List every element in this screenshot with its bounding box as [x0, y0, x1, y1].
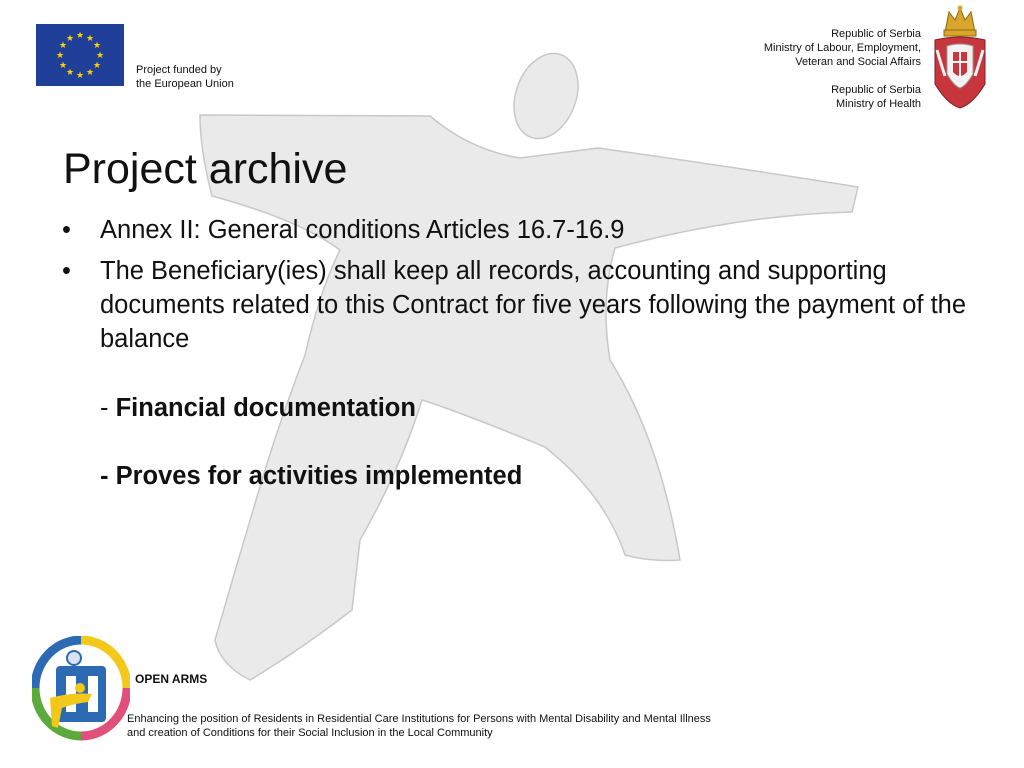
svg-text:★: ★ [65, 68, 75, 78]
svg-text:★: ★ [75, 71, 85, 81]
government-credits [764, 27, 921, 111]
svg-text:★: ★ [95, 51, 105, 61]
bullet-marker: • [62, 257, 71, 285]
slide-title: Project archive [63, 145, 348, 193]
svg-text:★: ★ [85, 34, 95, 44]
eu-funding-caption [136, 63, 234, 91]
eu-caption-line: the European Union [136, 78, 234, 90]
bullet-item [60, 213, 990, 247]
eu-caption-line: Project funded by [136, 64, 222, 76]
footer-line: and creation of Conditions for their Social Inclusion in the Local Community [127, 727, 493, 739]
footer-line: Enhancing the position of Residents in Residential Care Institutions for Persons with Mental Disability and Mental Illness [127, 713, 711, 725]
open-arms-brand: OPEN ARMS [135, 672, 208, 686]
gov-line: Ministry of Health [836, 98, 921, 110]
bullet-text: The Beneficiary(ies) shall keep all records, accounting and supporting documents related to this Contract for five years following the payment of the balance [100, 257, 967, 353]
figure-head [503, 44, 589, 147]
gov-line: Veteran and Social Affairs [795, 56, 921, 68]
svg-text:★: ★ [85, 68, 95, 78]
footer-description [127, 712, 711, 740]
sub-point-prefix: - [100, 394, 116, 422]
svg-text:★: ★ [58, 61, 68, 71]
eu-flag-logo [36, 24, 124, 86]
svg-text:★: ★ [55, 51, 65, 61]
gov-line: Republic of Serbia [831, 84, 921, 96]
bullet-text: Annex II: General conditions Articles 16.7-16.9 [100, 216, 625, 244]
bullet-marker: • [62, 216, 71, 244]
bullet-list [60, 213, 990, 363]
sub-point-financial [100, 391, 416, 425]
svg-text:★: ★ [75, 31, 85, 41]
serbia-coat-of-arms-logo [931, 4, 989, 110]
gov-line: Ministry of Labour, Employment, [763, 42, 921, 54]
svg-text:★: ★ [92, 41, 102, 51]
open-arms-logo [32, 636, 130, 742]
sub-point-bold-text: Financial documentation [115, 394, 416, 422]
gov-line: Republic of Serbia [831, 28, 921, 40]
bullet-item [60, 254, 990, 356]
sub-point-proves: - Proves for activities implemented [100, 462, 523, 490]
svg-text:★: ★ [65, 34, 75, 44]
svg-text:★: ★ [92, 61, 102, 71]
svg-text:★: ★ [58, 41, 68, 51]
